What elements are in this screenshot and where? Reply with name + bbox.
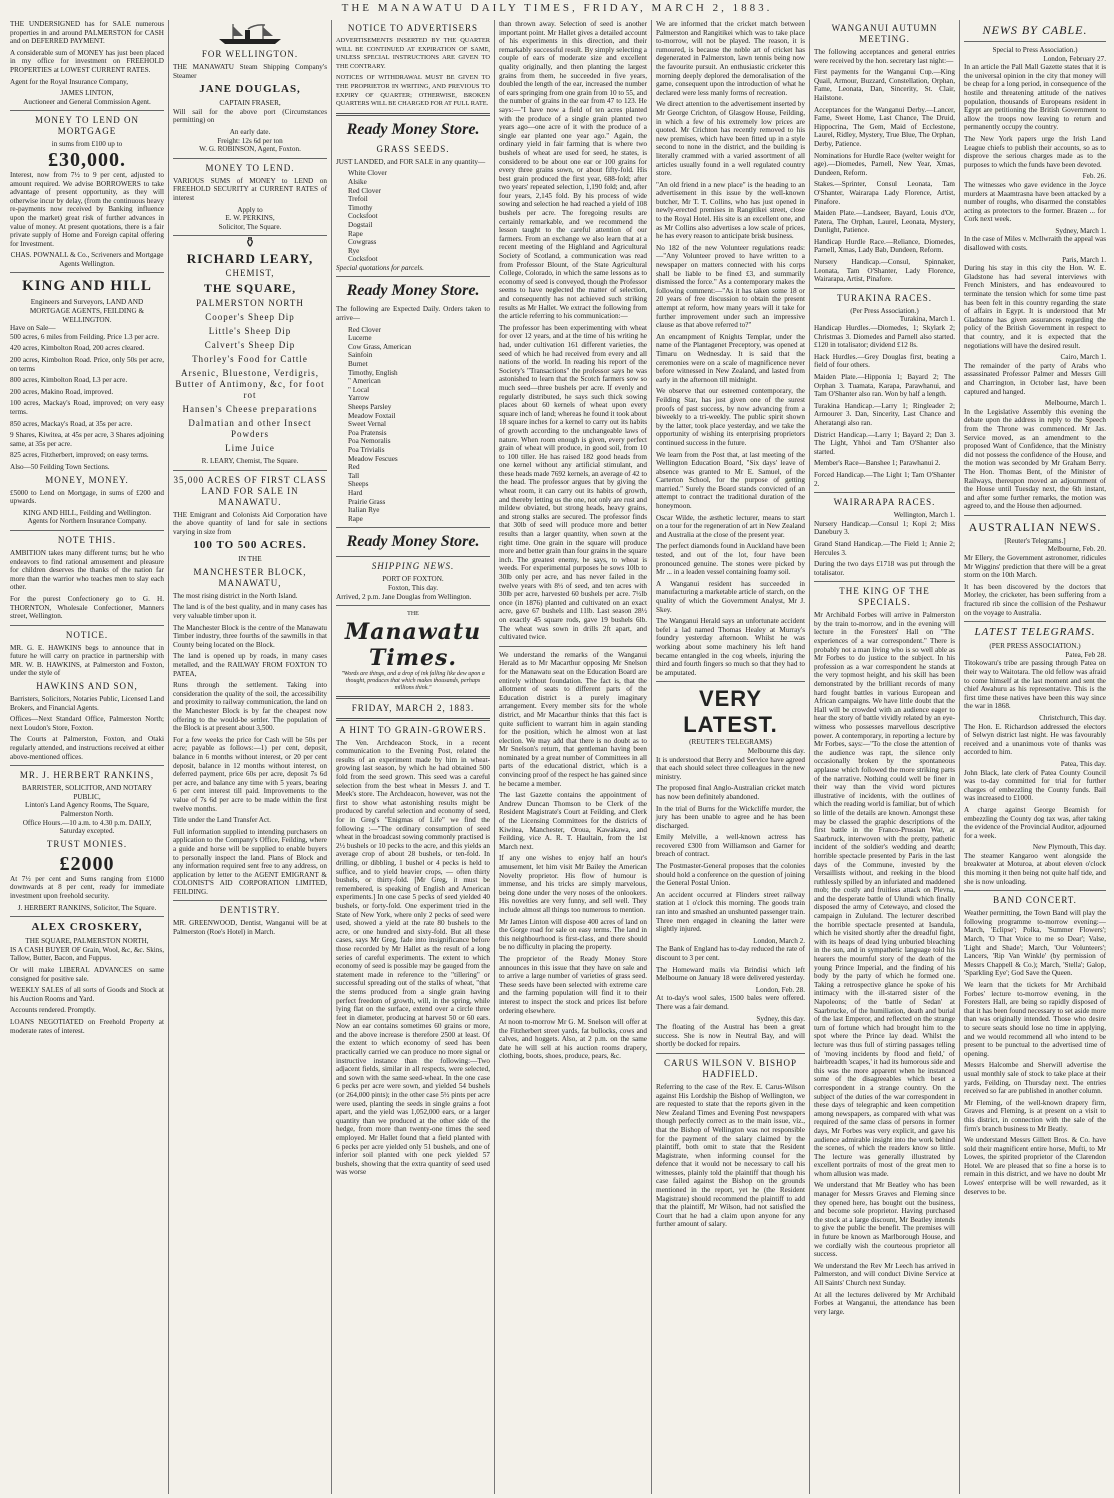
carus-heading: CARUS WILSON V. BISHOP HADFIELD. [663, 1057, 798, 1079]
alex-text-3: WEEKLY SALES of all sorts of Goods and Stock at his Auction Rooms and Yard. [10, 986, 164, 1003]
lt-date-3: Patea, This day. [1060, 759, 1106, 768]
wairarapa-date: Wellington, March 1. [893, 511, 955, 520]
divider [336, 605, 490, 606]
shipping-text: Arrived, 2 p.m. Jane Douglas from Wellington. [336, 592, 472, 601]
trust-amount: £2000 [59, 852, 115, 875]
cable-date-6: Melbourne, March 1. [1044, 399, 1106, 408]
seed-list-item: Sheeps [348, 480, 369, 489]
wanganui-2: Acceptances for the Wanganui Derby.—Lancer, Fame, Sweet Home, Last Chance, The Druid, Hippocrina, The Gem, Maid of Ecclestone, Laurel, Ridley, Mystery, True Blue, The Orphan, Derby, Patience. [814, 105, 955, 148]
col5-text-2: We direct attention to the advertisement inserted by Mr George Crichton, of Glasgow House, Feilding, in which a few of his extremely low prices are quoted. Mr Crichton has recently removed to his new premises, which have been fitted up in a style second to none in the district, and the building is literally crammed with a varied assortment of all articles usually found in a well regulated country store. [656, 100, 805, 178]
turakina-sub: (Per Press Association.) [850, 306, 919, 315]
col5-text-10: A Wanganui resident has succeeded in manufacturing a marketable article of starch, on the quality of which the Government Analyst, Mr J. Skey. [656, 579, 805, 614]
seed-list-item: Rape [348, 514, 363, 523]
lt-2: The Hon. E. Richardson addressed the electors of Selwyn district last night. He was favourably received and a unanimous vote of thanks was accorded to him. [964, 722, 1106, 757]
divider [10, 765, 164, 766]
lt-1: Titokowaru's tribe are passing through Patea on their way to Waitotara. The old fellow was afraid to come himself at the last moment and sent the chief Awahuru as his representative. This is the first time these natives have been this way since the war in 1868. [964, 659, 1106, 711]
seeds-text: The following are Expected Daily. Orders taken to arrive— [336, 305, 490, 323]
masthead-the: THE [407, 611, 419, 618]
grass-seed-item: Cocksfoot [348, 255, 378, 264]
divider [964, 41, 1106, 42]
cable-7: In the Legislative Assembly this evening the debate upon the address in reply to the Speech from the Throne was commenced. Mr Jas. Service moved, as an amendment to the proposed Want of Confidence, that the Ministry did not possess the confidence of the House, and the motion was seconded by Mr Graham Berry. The Hon. Thomas Bent, of the Minister of Railways, thereupon moved an adjournment of the House until Tuesday next, the 6th instant, and after some further remarks, the motion was agreed to, and the House then adjourned. [964, 407, 1106, 511]
notice-courts: The Courts at Palmerston, Foxton, and Otaki regularly attended, and instructions received at either above-mentioned offices. [10, 735, 164, 761]
shipping-date: Foxton, This day. [387, 583, 439, 592]
trust-heading: TRUST MONIES. [46, 838, 128, 849]
seed-list-item: Italian Rye [348, 506, 380, 515]
chemist-list-item: Hansen's Cheese preparations [182, 403, 318, 414]
forbes-text: At all the lectures delivered by Mr Archibald Forbes at Wanganui, the attendance has been very large. [814, 1290, 955, 1316]
seed-list-item: Red [348, 463, 360, 472]
lt-date-2: Christchurch, This day. [1039, 713, 1106, 722]
band-1: Weather permitting, the Town Band will play the following programme to-morrow evening:—March, 'Eclipse'; Polka, 'Summer Flowers'; March, 'O That Voice to me so Dear'; Valse, 'Light and Shade'; March, 'Our Volunteers'; Lancers, 'Rip Van Winkle' (by permission of Messrs Chappell & Co.); March, 'Stella'; Galop, 'Sparkling Eye'; God Save the Queen. [964, 909, 1106, 978]
col5-text-6: We observe that our esteemed contemporary, the Feilding Star, has just given one of the surest proofs of past success, by now advancing from a biweekly to a tri-weekly. The public spirit shown by the latter, took place yesterday, and we take the opportunity of wishing its enterprising proprietors continued success in the future. [656, 387, 805, 447]
seed-list-item: Red Clover [348, 325, 381, 334]
turakina-1: Handicap Hurdles.—Diomedes, 1; Skylark 2; Christmas 3. Diomedes and Parnell also started. £120 in totalisator; dividend £12 8s. [814, 324, 955, 350]
leech-text: We understand the Rev Mr Leech has arrived in Palmerston, and will conduct Divine Service at All Saints' Church next Sunday. [814, 1261, 955, 1287]
apply-title: Solicitor, The Square. [218, 222, 282, 231]
newspaper-columns [6, 20, 1110, 1494]
vl-6: An accident occurred at Flinders street railway station at 1 o'clock this morning. The goods train ran into and smashed an unshunted passenger train. Three men engaged in cleaning the latter were slightly injured. [656, 890, 805, 934]
chemist-list-item: Calvert's Sheep Dip [204, 339, 296, 350]
turakina-5: District Handicap.—Larry 1; Bayard 2; Dan 3. The Light, Yhhoi and Tam O'Shanter also started. [814, 430, 955, 456]
money-body: Interest, now from 7½ to 9 per cent, adjusted to amount required. We advise BORROWERS to take advantage of present opportunity, as they will otherwise incur by delay, (from the continuous heavy re-payments now received by Banking influence upon the market) great risk of further advances in value of money. At present quotations, there is a fair private supply of Home and Foreign capital offering for Investment. [10, 170, 164, 248]
notice-text: MR. G. E. HAWKINS begs to announce that in future he will carry on practice in partnership with MR. W. B. HAWKINS, at Palmerston and Foxton, under the style of [10, 643, 164, 678]
property-list-item: 850 acres, Mackay's Road, at 35s per acre. [10, 419, 133, 428]
note-text-2: For the purest Confectionery go to G. H. THORNTON, Wholesale Confectioner, Manners street, Wellington. [10, 594, 164, 621]
lt-3: John Black, late clerk of Patea County Council was to-day committed for trial for further charges of embezzling the County funds. Bail was increased to £1000. [964, 768, 1106, 803]
land-sizes: 100 TO 500 ACRES. [193, 539, 307, 552]
divider [814, 492, 955, 493]
notice-heading: NOTICE. [65, 629, 109, 640]
king-specials-text: Mr Archibald Forbes will arrive in Palmerston by the train to-morrow, and in the evening will lecture in the Foresters' Hall on "The experiences of a war correspondent." There is probably not a man living who is so well able as Mr Forbes to do justice to the subject. In his profession as a war correspondent he stands at the very topmost height, and his skill has been demonstrated by the brilliant records of many hard fought battles in various European and African campaigns. We have little doubt that the Hall will be crowded with an audience eager to hear the story of battle vividly related by an eye-witness who possesses marvellous descriptive power. A contemporary, in reporting a lecture by Mr Forbes, says:—"To the close the attention of the audience was rapt, the silence only occasionally broken by the spontaneous applause which followed the more striking parts of the narrative. Nothing could well be finer in their way than the vivid word pictures illustrative of incidents, with the outlines of which the reading world is familiar, but of which so little of the details are known. Amongst these may be classed the graphic descriptions of the first battle in the Franco-Prussian War, at Saarbruck, interwoven with the pretty, pathetic incident of the soldier's wedding and dearth; horrible spectacle presented by Paris in the last days of the Commune, invested by the Versaillists without, and reeking in the blood ruthlessly spilled by an infuriated and maddened mob; the costly and fruitless attack on Plevna, and the desperate battle of Ulundi which finally disposed the army of Cetewayo, and closed the campaign in Zululand. The lecturer described the horrible spectacle presented at Isandula, which he visited shortly after the dreadful fight, with its heaps of dead lying unburied bleaching in the sun, and in sympathetic language told his hearers the mournful story of the death of the young Prince Imperial, and the finding of his body by the party of which he formed one. Taking a retrospective glance he spoke of his intimacy with the ill-starred sister of the Napoleons; of the 'battle of Sedan' at Saarbrucke, of the humiliation, death and burial of the last Emperor, and reflected on the strange turn of fortune which had brought him to the spot where the Prince lay dead. Whilst the lecture was thus full of stirring passages telling of 'moving incidents by flood and field,' of hairbreadth 'scapes,' it had its humorous side and this was the more apparent when he instanced some of the disagreeables which beset a correspondent in a strange country. On the subject of the duties of the war correspondent in these days of telegraphic and keen competition among newspapers, as compared with what was required of the same class of persons in former days, Mr Forbes was very explicit, and gave his audience admirable insight into the work behind the scenes, of which the readers know so little. The lecture was generally illustrated by excellent portraits of most of the great men to whom allusion was made. [814, 611, 955, 1178]
lt-sub: (PER PRESS ASSOCIATION.) [989, 642, 1081, 651]
land-p1: The most rising district in the North Island. [173, 591, 298, 600]
dentist-heading: DENTISTRY. [219, 905, 281, 916]
grass-seed-item: Rape [348, 229, 363, 238]
lt-4: A charge against George Beamish for embezzling the County dog tax was, after taking the evidence of the Provincial Auditor, adjourned for a week. [964, 805, 1106, 840]
divider [173, 470, 327, 471]
property-list-item: 200 acres, Kimbolton Road. Price, only 50s per acre, on terms [10, 356, 164, 373]
wairarapa-2: Grand Stand Handicap.—The Field 1; Annie 2; Hercules 3. [814, 539, 955, 557]
land-p2: The land is of the best quality, and in many cases has very valuable timber upon it. [173, 603, 327, 621]
grass-seed-item: Red Clover [348, 186, 381, 195]
property-list-item: 500 acres, 6 miles from Feilding. Price 1.3 per acre. [10, 332, 160, 341]
notice-offices: Offices—Next Standard Office, Palmerston North; next Loudon's Store, Foxton. [10, 715, 164, 732]
kh-agents: Agents for Northern Insurance Company. [27, 517, 147, 526]
col5-text-3: "An old friend in a new place" is the heading to an advertisement in this issue by the well-known butcher, Mr T. T. Collins, who has just opened in newly-erected premises in Rangitikei street, close to the Royal Hotel. His site is an excellent one, and as Mr Collins also advertises a low scale of prices, he has every reason to anticipate brisk business. [656, 180, 805, 241]
aus-date: Melbourne, Feb. 20. [1047, 545, 1106, 554]
kh-sign: KING AND HILL, Feilding and Wellington. [22, 508, 152, 517]
land-p6: For a few weeks the price for Cash will be 50s per acre; payable as follows:—1) per cent, deposit, balance in 6 months without interest, or 20 per cent deposit, balance in 12 months without interest, on deferred payment, price 60s per acre, deposit 7s 6d per acre, and balance any time with 5 years, bearing 6 per cent interest till paid. Improvements to the value of 7s 6d per acre to be made within the first twelve months. [173, 735, 327, 813]
col5-text-5: An encampment of Knights Templar, under the name of the Plantagenet Preceptory, was opened at Timaru on Wednesday. It is said that the ceremonies were on a scale of magnificence never before witnessed in New Zealand, and lasted from early in the afternoon till midnight. [656, 332, 805, 384]
grass-seed-item: Trefoil [348, 195, 368, 204]
turakina-date: Turakina, March 1. [899, 315, 955, 324]
money-heading: MONEY TO LEND ON MORTGAGE [34, 115, 140, 137]
divider [10, 625, 164, 626]
chemist-list-item: Lime Juice [225, 442, 275, 453]
seed-list-item: Poa Trivialis [348, 445, 385, 454]
land-heading: 35,000 ACRES OF FIRST CLASS LAND FOR SALE IN MANAWATU. [173, 474, 327, 507]
divider [10, 530, 164, 531]
lead-ad: THE UNDERSIGNED has for SALE numerous properties in and around PALMERSTON for CASH and on DEFERRED PAYMENT. [10, 20, 164, 46]
cable-sub: Special to Press Association.) [992, 46, 1078, 54]
col5-text-7: We learn from the Post that, at last meeting of the Wellington Education Board, "Six days' leave of absence was granted to Mr E. Samuel, of the Carterton School, for the purpose of getting married." Surely the Board stands convicted of an attempt to contract the traditional duration of the honeymoon. [656, 450, 805, 511]
cable-date-5: Cairo, March 1. [1060, 353, 1106, 362]
ship-captain: CAPTAIN FRASER, [219, 99, 281, 108]
ship-freight: Freight: 12s 6d per ton [217, 136, 283, 145]
land-text: THE Emigrant and Colonists Aid Corporation have the above quantity of land for sale in sections varying in size from [173, 510, 327, 536]
aus-2: It has been discovered by the doctors that Morley, the cricketer, has been suffering from a fractured rib since the collision of the Peshawur on the voyage to Australia. [964, 582, 1106, 617]
seed-list-item: Lucerne [348, 334, 372, 343]
editorial-heading: A HINT TO GRAIN-GROWERS. [339, 724, 487, 735]
cable-heading: NEWS BY CABLE. [982, 23, 1088, 37]
wanganui-5: Maiden Plate.—Landseer, Bayard, Louis d'Or, Patera, The Orphan, Laurel, Leonata, Mystery, Dunlight, Patience. [814, 209, 955, 235]
very-latest-sub: (REUTER'S TELEGRAMS) [689, 738, 772, 747]
grass-seed-item: Cowgrass [348, 238, 377, 247]
note-text: AMBITION takes many different turns; but he who endeavors to find rational amusement and pleasure for children deserves the thanks of the nation far more than the warrior who teaches men to slay each other. [10, 548, 164, 592]
col5-text-11: The Wanganui Herald says an unfortunate accident befel a lad named Thomas Healey at Murray's foundry yesterday afternoon. Whilst he was working about some machinery his left hand became entangled in the cog wheels, injuring the third and fourth fingers so much so that they had to be amputated. [656, 617, 805, 677]
aus-1: Mr Ellery, the Government astronomer, ridicules Mr Wiggins' prediction that there will be a great storm on the 10th March. [964, 554, 1106, 580]
seed-list-item: Yarrow [348, 394, 370, 403]
kh-money-text: £5000 to Lend on Mortgage, in sums of £200 and upwards. [10, 488, 164, 506]
seed-list-item: Burnet [348, 360, 368, 369]
seed-list-item: Meadow Foxtail [348, 411, 396, 420]
col4-text-3: We understand the remarks of the Wanganui Herald as to Mr Macarthur opposing Mr Snelson for the Manawatu seat on the Education Board are entirely without foundation. The fact is, that the allotment of seats to different parts of the Education district is a purely imaginary arrangement. Every member sits for the whole district, and Mr Macarthur thinks that this fact is quite sufficient to warrant him in again standing for the position, which he almost won at last election. We may add that there is no doubt as to Mr Snelson's return, that gentleman having been nominated by a great number of Committees in all parts of the educational district, which is a convincing proof of the respect he has gained since he became a member. [499, 650, 647, 788]
rankins-hours: Office Hours.—10 a.m. to 4.30 p.m. DAILY, Saturday excepted. [22, 818, 152, 836]
agent-title: Auctioneer and General Commission Agent. [23, 97, 151, 106]
chemist-list-item: Thorley's Food for Cattle [192, 353, 308, 364]
land-p5: Runs through the settlement. Taking into consideration the quality of the soil, the accessibility and proximity to railway communication, the land on the Manchester Block is by far the cheapest now offering to the would-be settler. The population of the Block is at present about 3,500. [173, 681, 327, 733]
wanganui-text: The following acceptances and general entries were received by the hon. secretary last night:— [814, 48, 955, 65]
king-hill-heading: KING AND HILL [22, 278, 152, 295]
apply-name: E. W. PERKINS, [225, 214, 275, 223]
for-wellington-heading: FOR WELLINGTON. [201, 49, 299, 59]
column-3 [332, 20, 495, 1494]
alex-heading: ALEX CROSKERY, [31, 921, 143, 934]
mortar-icon: ⚱ [244, 236, 256, 252]
lt-5: The steamer Kangaroo went alongside the breakwater at Moturoa, at about eleven o'clock this morning it then being not quite half tide, and she is now unloading. [964, 851, 1106, 886]
column-1 [6, 20, 169, 1494]
divider [10, 916, 164, 917]
wanganui-3: Nominations for Hurdle Race (welter weight for age).—Diomedes, Parnell, New Year, Xmas, Dundeen, Reform. [814, 151, 955, 177]
vl-10: The floating of the Austral has been a great success. She is now in Neutral Bay, and will shortly be docked for repairs. [656, 1023, 805, 1049]
carus-text: Referring to the case of the Rev. E. Carus-Wilson against His Lordship the Bishop of Wellington, we are requested to state that the reports given in the New Zealand Times and Evening Post newspapers though perfectly correct as to the main issue, viz., that the Bishop of Wellington was not responsible for the payment of the salary claimed by the plaintiff, both omit to state that the Resident Magistrate, when informing counsel for the defence that it would not be necessary to call his witnesses, plainly told the plaintiff that though his case failed against the Bishop on the grounds mentioned in the report, yet he (the Resident Magistrate) should recommend the plaintiff to add that the plaintiff, Mr Wilson, had not satisfied the Court that he had a claim upon anyone for any further amount of salary. [656, 1082, 805, 1229]
property-list-item: 200 acres, Makino Road, improved. [10, 387, 114, 396]
col5-text-1: We are informed that the cricket match between Palmerston and Rangitikei which was to take place to-morrow, will not be played. The reason, it is rumoured, is because the noble art of cricket has degenerated in Palmerston, lawn tennis being now the favourite pursuit. An enthusiastic cricketer this morning deeply deplored the demoralisation of the game, consequent upon the introduction of what he declared were less manly forms of recreation. [656, 20, 805, 97]
chemist-place: THE SQUARE, [203, 280, 297, 295]
property-list-item: 100 acres, Mackay's Road, improved; on very easy terms. [10, 399, 164, 416]
agent-line: Agent for the Royal Insurance Company, [10, 77, 129, 86]
seed-list-item: Meadow Fescues [348, 454, 398, 463]
wanganui-7: Nursery Handicap.—Consul, Spinnaker, Leonata, Tam O'Shanter, Lady Florence, Wairarapa, Artist, Pinafore. [814, 258, 955, 284]
money-lend-heading: MONEY TO LEND. [205, 162, 295, 173]
land-block: MANCHESTER BLOCK, MANAWATU, [193, 566, 307, 588]
ship-when: An early date. [229, 127, 271, 136]
notice-text-2: Barristers, Solicitors, Notaries Public, Licensed Land Brokers, and Financial Agents. [10, 695, 164, 712]
seed-list-item: Poa Pratensis [348, 428, 387, 437]
chemist-town: PALMERSTON NORTH [196, 297, 304, 308]
land-p4: The land is opened up by roads, in many cases metalled, and the RAILWAY FROM FOXTON TO PATEA, [173, 652, 327, 678]
divider [336, 113, 490, 116]
ship-name: JANE DOUGLAS, [199, 83, 301, 96]
lt-date: Patea, Feb 28. [1065, 650, 1106, 659]
notice-advertisers-text-2: NOTICES OF WITHDRAWAL MUST BE GIVEN TO THE PROPRIETOR IN WRITING, AND PREVIOUS TO EXPIRY OF QUARTER; OTHERWISE, BROKEN QUARTERS WILL BE CHARGED FOR AT FULL RATE. [336, 74, 490, 108]
band-4: Mr Fleming, of the well-known drapery firm, Graves and Fleming, is at present on a visit to this district, in connection with the sale of the firm's branch business to Mr Beatly. [964, 1098, 1106, 1133]
band-2: We learn that the tickets for Mr Archibald Forbes' lecture to-morrow evening, in the Foresters Hall, are being so rapidly disposed of that it has been found necessary to set aside more than was originally intended. Those who desire to secure seats should lose no time in applying, and we would recommend all who intend to be present to be punctual to the advertised time of opening. [964, 981, 1106, 1058]
ship-text: THE MANAWATU Steam Shipping Company's Steamer [173, 63, 327, 80]
dateline: FRIDAY, MARCH 2, 1883. [351, 702, 475, 713]
king-hill-sale: Have on Sale— [10, 324, 56, 333]
alex-text-4: Accounts rendered. Promptly. [10, 1006, 96, 1015]
seed-list-item: " Local [348, 385, 370, 394]
australian-news-heading: AUSTRALIAN NEWS. [968, 519, 1102, 534]
running-header: THE MANAWATU DAILY TIMES, FRIDAY, MARCH 2, 1883. [341, 2, 773, 14]
money-amount: £30,000. [48, 148, 126, 171]
loans-text: LOANS NEGOTIATED on Freehold Property at moderate rates of interest. [10, 1017, 164, 1035]
port-heading: PORT OF FOXTON. [382, 575, 444, 584]
wairarapa-heading: WAIRARAPA RACES. [833, 497, 936, 508]
band-3: Messrs Halcombe and Sherwill advertise the usual monthly sale of stock to take place at their yards, Feilding, on Thursday next. The entries received so far are published in another column. [964, 1061, 1106, 1096]
chemist-name: RICHARD LEARY, [186, 250, 314, 266]
vl-2: The proposed final Anglo-Australian cricket match has now been definitely abandoned. [656, 784, 805, 801]
grass-list [336, 169, 490, 264]
grass-seed-item: Cocksfoot [348, 212, 378, 221]
seed-list-item: Timothy, English [348, 368, 398, 377]
vl-date: Melbourne this day. [747, 746, 805, 755]
col4-text-2: The professor has been experimenting with wheat for over 12 years, and at the time of his writing he had, under cultivation 161 different varieties, the seed of which he had received from every and all nations of the world. In reading his report of the Society's "Transactions" the professor says he was astonished to learn that the Scotch farmers sow so much seed—three bushels per acre. If evenly and regularly distributed, he says such thick sowing places about 60 kernels of wheat upon every square inch of land; whereas he found it took about 18 square inches for a kernel to carry out its habits of growth according to the unchangeable laws of nature. When room enough is given, every perfect grain of wheat will produce, in good soil, from 10 to 100 tiller. He has raised 182 good heads from one kernel without any artificial stimulant, and these heads made 7692 kernels, an average of 42 to the head. The professor argues that by giving the wheat room, it can carry out its habits of growth, and thereby letting us the one, not only are rust and mildew obviated, but strong heads, heavy grains, and strong stalks are secured. The professor finds that 30lb of seed will produce more and better results than a larger quantity, when sown at the right time. One grain in the square will produce more and better grain than four grains in the square inch. The greatest enemy, he says, to wheat is weeds. For experimental purposes he sows 10lb to 30lb only per acre, and has never failed in the twelve years with 8½ of seed, and ten acres with 30lb per acre, harvested 60 bushels per acre. 7½lb once (in 1876) planted and cultivated on an exact acre, gave 67 bushels and 11lb. Last season 28½ on exactly 45 square rods, gave 19 bushels 6lb. The wheat was sown in drills 2ft apart, and cultivated twice. [499, 323, 647, 642]
wairarapa-1: Nursery Handicap.—Consul 1; Kopi 2; Miss Danebury 3. [814, 519, 955, 537]
vl-date-4: Sydney, this day. [756, 1014, 805, 1023]
divider [173, 900, 327, 901]
wanganui-heading: WANGANUI AUTUMN MEETING. [831, 23, 938, 44]
chemist-list [173, 312, 327, 454]
king-hill-sub: Engineers and Surveyors, LAND AND MORTGAGE AGENTS, FEILDING & WELLINGTON. [29, 298, 145, 324]
divider [964, 621, 1106, 622]
turakina-7: Forced Handicap.—The Light 1; Tam O'Shanter 2. [814, 470, 955, 488]
divider [10, 110, 164, 111]
chemist-list-item: Dalmatian and other Insect Powders [188, 417, 312, 439]
turakina-heading: TURAKINA RACES. [836, 292, 932, 303]
grass-seed-item: White Clover [348, 169, 387, 178]
divider [499, 646, 647, 647]
notice-advertisers-text: ADVERTISEMENTS INSERTED BY THE QUARTER WILL BE CONTINUED AT EXPIRATION OF SAME, UNLESS SPECIAL INSTRUCTIONS ARE GIVEN TO THE CONTRARY. [336, 37, 490, 70]
latest-telegrams-heading: LATEST TELEGRAMS. [974, 626, 1096, 639]
divider [814, 288, 955, 289]
col4-text-1: than thrown away. Selection of seed is another important point. Mr Hallet gives a detailed account of his experiments in this direction, and their remarkably successful result. By simply selecting a couple of ears of moderate size and excellent quality originally, and then planting the largest grains from them, he succeeded in five years, doubled the length of the ear, increased the number of ears springing from one grain from 10 to 55, and the number of grains in the ear from 47 to 123. He says:—"I have now a field of ten acres planted with the produce of a single grain planted two years ago—one acre of it with the produce of a single ear planted one year ago." Again, the ordinary yield in fair farming that is where two bushels of wheat are used for seed, he states, is considered to be about one ear or 100 grains for every three grains sown, or about fifty-fold. His best grain produced the first year, 688-fold; after two years' repeated selection, 1,190 fold; and, after four years, 2,145 fold. By his process of wide sowing and selection he had reached a yield of 108 bushels per acre. The foregoing results are certainly remarkable, and we recommend the lesson taught to the careful attention of our farmers. From an exchange we also learn that at a recent meeting of the Highland and Agricultural Society of Scotland, a communication was read from Professor Blount, of the State Agricultural College, Colorado, in which the same lessons as to economy of seed is conveyed, though the Professor seems to have neglected the matter of selection, and consequently has not achieved such striking results as Mr Hallet. We extract the following from the article referring to his communication:— [499, 20, 647, 321]
chemist-list-item: Little's Sheep Dip [208, 325, 292, 336]
money-lend-body: VARIOUS SUMS of MONEY to LEND on FREEHOLD SECURITY at CURRENT RATES of interest [173, 176, 327, 202]
seed-list-item: Tall [348, 471, 360, 480]
cable-5: During his stay in this city the Hon. W. E. Gladstone has had several interviews with French Ministers, and has endeavoured to terminate the tension which for some time past has been felt in this country regarding the state of affairs in Egypt. It is understood that Mr Gladstone has given assurances regarding the policy of the British Government in respect to that country, and it is expected that the negotiations will have the desired result. [964, 264, 1106, 350]
divider [173, 158, 327, 159]
band-5: We understand Messrs Gillett Bros. & Co. have sold their magnificent entire horse, Mufti, to Mr Lowes, the spirited proprietor of the Clarendon Hotel. We are pleased that so fine a horse is to remain in this district, and we have no doubt Mr Lowes' enterprise will be well rewarded, as it deserves to be. [964, 1136, 1106, 1196]
property-list-item: 825 acres, Fitzherbert, improved; on easy terms. [10, 451, 149, 460]
seed-list-item: Sainfoin [348, 351, 373, 360]
king-specials-heading: THE KING OF THE SPECIALS. [839, 586, 930, 608]
seed-list-item: Sweet Vernal [348, 420, 386, 429]
wairarapa-3: During the two days £1718 was put through the totalisator. [814, 560, 955, 577]
cable-date: London, February 27. [1043, 54, 1106, 63]
col4-text-4: The last Gazette contains the appointment of Andrew Duncan Thomson to be Clerk of the Resident Magistrate's Court at Feilding, and Clerk of the Licensing Committees for the districts of Kiwitea, Manchester, Oroua, Kawakawa, and Feilding, vice A. R. T. Haultain, from the 1st March next. [499, 791, 647, 851]
aus-sub: [Reuter's Telegrams.] [1004, 536, 1066, 545]
col4-text-8: At noon to-morrow Mr G. M. Snelson will offer at the Fitzherbert street yards, fat bullocks, cows and calves, and hoggets. Also, at 2 p.m. on the same date he will sell at his auction rooms drapery, clothing, boots, shoes, produce, pears, &c. [499, 1018, 647, 1061]
grass-seed-item: Rye [348, 246, 360, 255]
vl-7: The Bank of England has to-day reduced the rate of discount to 3 per cent. [656, 945, 805, 962]
steamship-icon [215, 22, 285, 46]
cable-4: In the case of Miles v. McIlwraith the appeal was disallowed with costs. [964, 235, 1106, 253]
band-concert-heading: BAND CONCERT. [993, 895, 1077, 906]
seed-list-item: Prairie Grass [348, 497, 386, 506]
vl-1: It is understood that Berry and Service have agreed that each should select three colleagues in the new ministry. [656, 755, 805, 781]
wanganui-1: First payments for the Wanganui Cup.—King Quail, Armour, Buzzard, Constellation, Orphan, Fame, Leonata, Dan, Sincerity, St. Clair, Hailstone. [814, 68, 955, 102]
column-6 [810, 20, 960, 1494]
rankins-heading: MR. J. HERBERT RANKINS, [19, 770, 155, 781]
turakina-4: Turakina Handicap.—Larry 1; Ringleader 2; Armourer 3. Dan, Sincerity, Last Chance and Aheratangi also ran. [814, 401, 955, 427]
beatley-text: We understand that Mr Beatley who has been manager for Messrs Graves and Fleming since they opened here, has bought out the business, and become sole proprietor. Having purchased the stock at a large discount, Mr Beatley intends to give the public the benefit. The premises will in future be known as Marlborough House, and we cordially wish the courteous proprietor all success. [814, 1181, 955, 1259]
vl-9: At to-day's wool sales, 1500 bales were offered. There was a fair demand. [656, 994, 805, 1011]
divider [336, 556, 490, 557]
column-7 [960, 20, 1110, 1494]
grass-special: Special quotations for parcels. [336, 263, 424, 272]
cable-date-3: Sydney, March 1. [1055, 226, 1106, 235]
col4-text-7: The proprietor of the Ready Money Store announces in this issue that they have on sale and to arrive a large number of varieties of grass seed. These seeds have been selected with extreme care and the farming population will find it to their interest to inspect the stock and prices list before ordering elsewhere. [499, 954, 647, 1015]
cable-date-2: Feb. 26. [1082, 172, 1106, 181]
vl-3: In the trial of Burns for the Wickcliffe murder, the jury has been unable to agree and he has been discharged. [656, 804, 805, 830]
very-latest-heading: VERY LATEST. [683, 686, 778, 738]
alex-sub: THE SQUARE, PALMERSTON NORTH, [25, 937, 149, 946]
ship-body: Will sail for the above port (Circumstances permitting) on [173, 107, 327, 125]
lead-ad-2: A considerable sum of MONEY has just been placed in my office for investment on FREEHOLD PROPERTIES at LOWEST CURRENT RATES. [10, 48, 164, 74]
divider [814, 581, 955, 582]
divider [964, 890, 1106, 891]
property-list-item: 9 Shares, Kiwitea, at 45s per acre, 3 Shares adjoining same, at 35s per acre. [10, 431, 164, 448]
seed-list-item: Cow Grass, American [348, 342, 412, 351]
notice-firm: HAWKINS AND SON, [36, 681, 138, 692]
motto: "Words are things, and a drop of ink falling like dew upon a thought, produces that which makes thousands, perhaps millions think." [341, 670, 485, 691]
land-in: IN THE [238, 555, 262, 564]
divider [964, 515, 1106, 516]
column-5 [652, 20, 810, 1494]
vl-date-2: London, March 2. [753, 936, 805, 945]
shipping-heading: SHIPPING NEWS. [371, 561, 455, 572]
agent-name: JAMES LINTON, [60, 89, 114, 98]
divider [336, 718, 490, 721]
wanganui-4: Stakes.—Sprinter, Consul Leonata, Tam O'Shanter, Wairarapa Lady Florence, Artist, Pinafore. [814, 180, 955, 206]
land-p7: Title under the Land Transfer Act. [173, 816, 271, 825]
notice-advertisers-heading: NOTICE TO ADVERTISERS [347, 23, 479, 33]
grass-seed-item: Dogstail [348, 220, 373, 229]
divider [656, 1053, 805, 1054]
vl-date-3: London, Feb. 28. [755, 985, 805, 994]
land-p3: The Manchester Block is the centre of the Manawatu Timber industry, three fourths of the sawmills in that County being located on the Block. [173, 623, 327, 649]
grass-text: JUST LANDED, and FOR SALE in any quantity— [336, 157, 486, 166]
ship-agent: W. G. ROBINSON, Agent, Foxton. [199, 145, 301, 154]
money-sign: CHAS. POWNALL & Co., Scriveners and Mortgage Agents Wellington. [10, 251, 164, 268]
divider [656, 681, 805, 682]
ready-money-store-2: Ready Money Store. [346, 282, 480, 300]
land-p8: Full information supplied to intending purchasers on application to the Company's Office, Feilding, where a guide and horse will be supplied to enable buyers to personally inspect the land. Plans of Block and any information required sent free to any address, on application by letter to the AGENT EMIGRANT & COLONIST'S AID CORPORATION LIMITED, FEILDING. [173, 827, 327, 896]
seed-list-item: Poa Nemoralis [348, 437, 391, 446]
divider [10, 272, 164, 273]
rankins-text: BARRISTER, SOLICITOR, AND NOTARY PUBLIC, [21, 784, 153, 801]
property-list-item: Also—50 Feilding Town Sections. [10, 462, 110, 471]
col4-text-5: If any one wishes to enjoy half an hour's amusement, let him visit Mr Bailey the American Novelty proprietor. His flow of humour is immense, and his tricks are simply marvelous, being done under the very noses of the onlookers. His novelties are very funny, and sell well. They include almost all things too numerous to mention. [499, 854, 647, 914]
apply-line: Apply to [237, 205, 263, 214]
trust-sign: J. HERBERT RANKINS, Solicitor, The Square. [17, 903, 157, 912]
divider [336, 276, 490, 277]
property-list-item: 800 acres, Kimbolton Road, L3 per acre. [10, 376, 128, 385]
alex-text-2: Or will make LIBERAL ADVANCES on same consigned for positive sale. [10, 965, 164, 983]
grass-seed-item: Timothy [348, 203, 373, 212]
ready-money-store-3: Ready Money Store. [346, 533, 480, 551]
col5-text-9: The perfect diamonds found in Auckland have been tested, and out of the lot, four have been pronounced genuine. The stones were picked by Mr ... in a leaden vessel containing foamy soil. [656, 542, 805, 577]
property-list-item: 420 acres, Kimbolton Road, 200 acres cleared. [10, 344, 145, 353]
turakina-2: Hack Hurdles.—Grey Douglas first, beating a field of four others. [814, 352, 955, 370]
chemist-list-item: Arsenic, Bluestone, Verdigris, Butter of Antimony, &c, for foot rot [175, 367, 325, 400]
col4-text-6: Mr James Linton will dispose 400 acres of land on the Gorge road for sale on easy terms. The land in this neighbourhood is first-class, and there should be no difficulty in placing the property. [499, 917, 647, 952]
chemist-list-item: Cooper's Sheep Dip [205, 311, 295, 322]
divider [336, 696, 490, 699]
seed-list-item: Sheeps Parsley [348, 403, 392, 411]
alex-text: IS A CASH BUYER OF Grain, Wool, &c, &c. Skins, Tallow, Butter, Bacon, and Fuppus. [10, 945, 164, 963]
king-hill-list [10, 333, 164, 472]
grass-heading: GRASS SEEDS. [376, 143, 450, 154]
editorial-body: The Ven. Archdeacon Stock, in a recent communication to the Evening Post, related the results of an experiment made by him in wheat-growing last season, by which he had obtained 500 fold from the seed grown. This seed was a careful selection from the best wheat in Messrs J. and T. Meek's store. The Archdeacon, however, was not the first to show what astonishing results might be produced by careful selection and economy of seed, for in Greg's "Enigmas of Life" we find the following :—"The ordinary consumption of seed wheat in the broadcast sowing commonly practised is 2½ bushels or 10 pecks to the acre, and this yields an average crop of about 28 bushels, or ten-fold. In drilling, or dibbling, 1 bushel or 4 pecks is held to suffice, and to yield heavier crops, — often thirty bushels, or thirty-fold. [Mr Greg, it must be remembered, is speaking of English and American experiments.] In one case 5 pecks of seed yielded 40 bushels, or forty-fold. One experiment tried in the State of New York, where only 2 pecks of seed were used, showed a yield at the rate 80 bushels to the acre, or one hundred and sixty-fold. But all these cases, says Mr Greg, fade into insignificance before those recorded by Mr Hallet as the result of a long series of careful experiments. The extent to which economy of seed is possible may be gauged from the statement made in reference to the "tillering" or successful spreading out of the stalks of wheat, "that the stems produced from a single grain having perfect freedom of growth, will, in the spring, while lying flat on the surface, extend over a circle three feet in diameter, producing at harvest 50 or 60 ears. Now an ear contains sometimes 60 grains or more, and the above increase is therefore 2500 at least. Of the extent to which economy of seed has been practically carried we can produce no more signal or instructive instance than the following:—Two adjacent fields, similar in all respects, were selected, and sown with the same seed-wheat. In the one case 6 pecks per acre were sown, and yielded 54 bushels (or 264,000 pints); in the other case 5½ pints per acre were used, planting the seeds in single grains a foot apart, and the yield was 1,052,000 ears, or a larger quantity than we produced at the other side of the hedge, from more than twenty-one times the seed employed. Mr Hallet found that a field planted with 6 pecks per acre yielded only 51 bushels, and one of inferior soil planted with one peck yielded 57 bushels, showing that the extra quantity of seed used was worse [336, 738, 490, 1177]
kh-money-heading: MONEY, MONEY. [45, 474, 129, 485]
divider [336, 527, 490, 528]
vl-4: Emily Melville, a well-known actress has recovered £300 from Williamson and Garner for breach of contract. [656, 833, 805, 859]
ready-money-store-1: Ready Money Store. [346, 120, 480, 138]
note-heading: NOTE THIS. [57, 534, 117, 545]
cable-3: The witnesses who gave evidence in the Joyce murders at Maamtrasna have been attacked by a number of roughs, who disarmed the constables acting as protectors to the former. Brazen ... for Cork next week. [964, 180, 1106, 224]
grass-seed-item: Alsike [348, 177, 367, 186]
wanganui-6: Handicap Hurdle Race.—Reliance, Diomedes, Parnell, Xmas, Lady Bab, Dundeen, Reform. [814, 237, 955, 255]
cable-2: The New York papers urge the Irish Land League chiefs to publish their accounts, so as to disprove the serious charges made as to the purposes to which the funds have been devoted. [964, 134, 1106, 169]
money-sums: in sums from £100 up to [51, 140, 123, 149]
vl-5: The Postmaster-General proposes that the colonies should hold a conference on the question of joining the General Postal Union. [656, 862, 805, 888]
column-2 [169, 20, 332, 1494]
vl-8: The Homeward mails via Brindisi which left Melbourne on January 18 were delivered yesterday. [656, 965, 805, 983]
dentist-text: MR. GREENWOOD, Dentist, Wanganui will be at Palmerston (Roe's Hotel) in March. [173, 919, 327, 937]
turakina-3: Maiden Plate.—Hipponia 1; Bayard 2; The Orphan 3. Tuamata, Karapa, Parawhanui, and Tam O'Shanter also ran. Won by half a length. [814, 373, 955, 399]
masthead: Manawatu Times. [344, 618, 482, 671]
cable-6: The remainder of the party of Arabs who assassinated Professor Palmer and Messrs Gill and Charrington, in October last, have been captured and hanged. [964, 361, 1106, 396]
chemist-title: CHEMIST, [225, 267, 275, 278]
cable-1: In an article the Pall Mall Gazette states that it is the universal opinion in the city that money will be cheap for a long period, in consequence of the hostile and threatening attitude of the natives population, thousands of Europeans resident in Egypt are petitioning the British Government to allow the troops now leaving to return and permanently occupy the country. [964, 63, 1106, 132]
chemist-sign: R. LEARY, Chemist, The Square. [201, 456, 299, 465]
trust-text: At 7½ per cent and Sums ranging from £1000 downwards at 8 per cent, ready for immediate investment upon freehold security. [10, 874, 164, 900]
seed-list [336, 326, 490, 524]
turakina-6: Member's Race—Banshee 1; Parawhanui 2. [814, 459, 941, 468]
rankins-text-2: Linton's Land Agency Rooms, The Square, Palmerston North. [25, 801, 149, 818]
col5-text-4: No 182 of the new Volunteer regulations reads:—"Any Volunteer proved to have written to a newspaper on matters connected with his corps shall be liable to be fined £3, and summarily dismissed the force." As a contemporary makes the following comment:—"As it has taken some 18 or 20 years of free discussion to obtain the present attempt at reform, how many years will it take for further improvement under such an impressive clause as that above referred to?" [656, 243, 805, 330]
col5-text-8: Oscar Wilde, the æsthetic lecturer, means to start on a tour for the regeneration of art in New Zealand and Australia at the close of the present year. [656, 513, 805, 539]
seed-list-item: Hard [348, 488, 363, 497]
cable-date-4: Paris, March 1. [1062, 255, 1106, 264]
column-4 [495, 20, 652, 1494]
lt-date-4: New Plymouth, This day. [1032, 843, 1106, 852]
seed-list-item: " American [348, 377, 381, 386]
